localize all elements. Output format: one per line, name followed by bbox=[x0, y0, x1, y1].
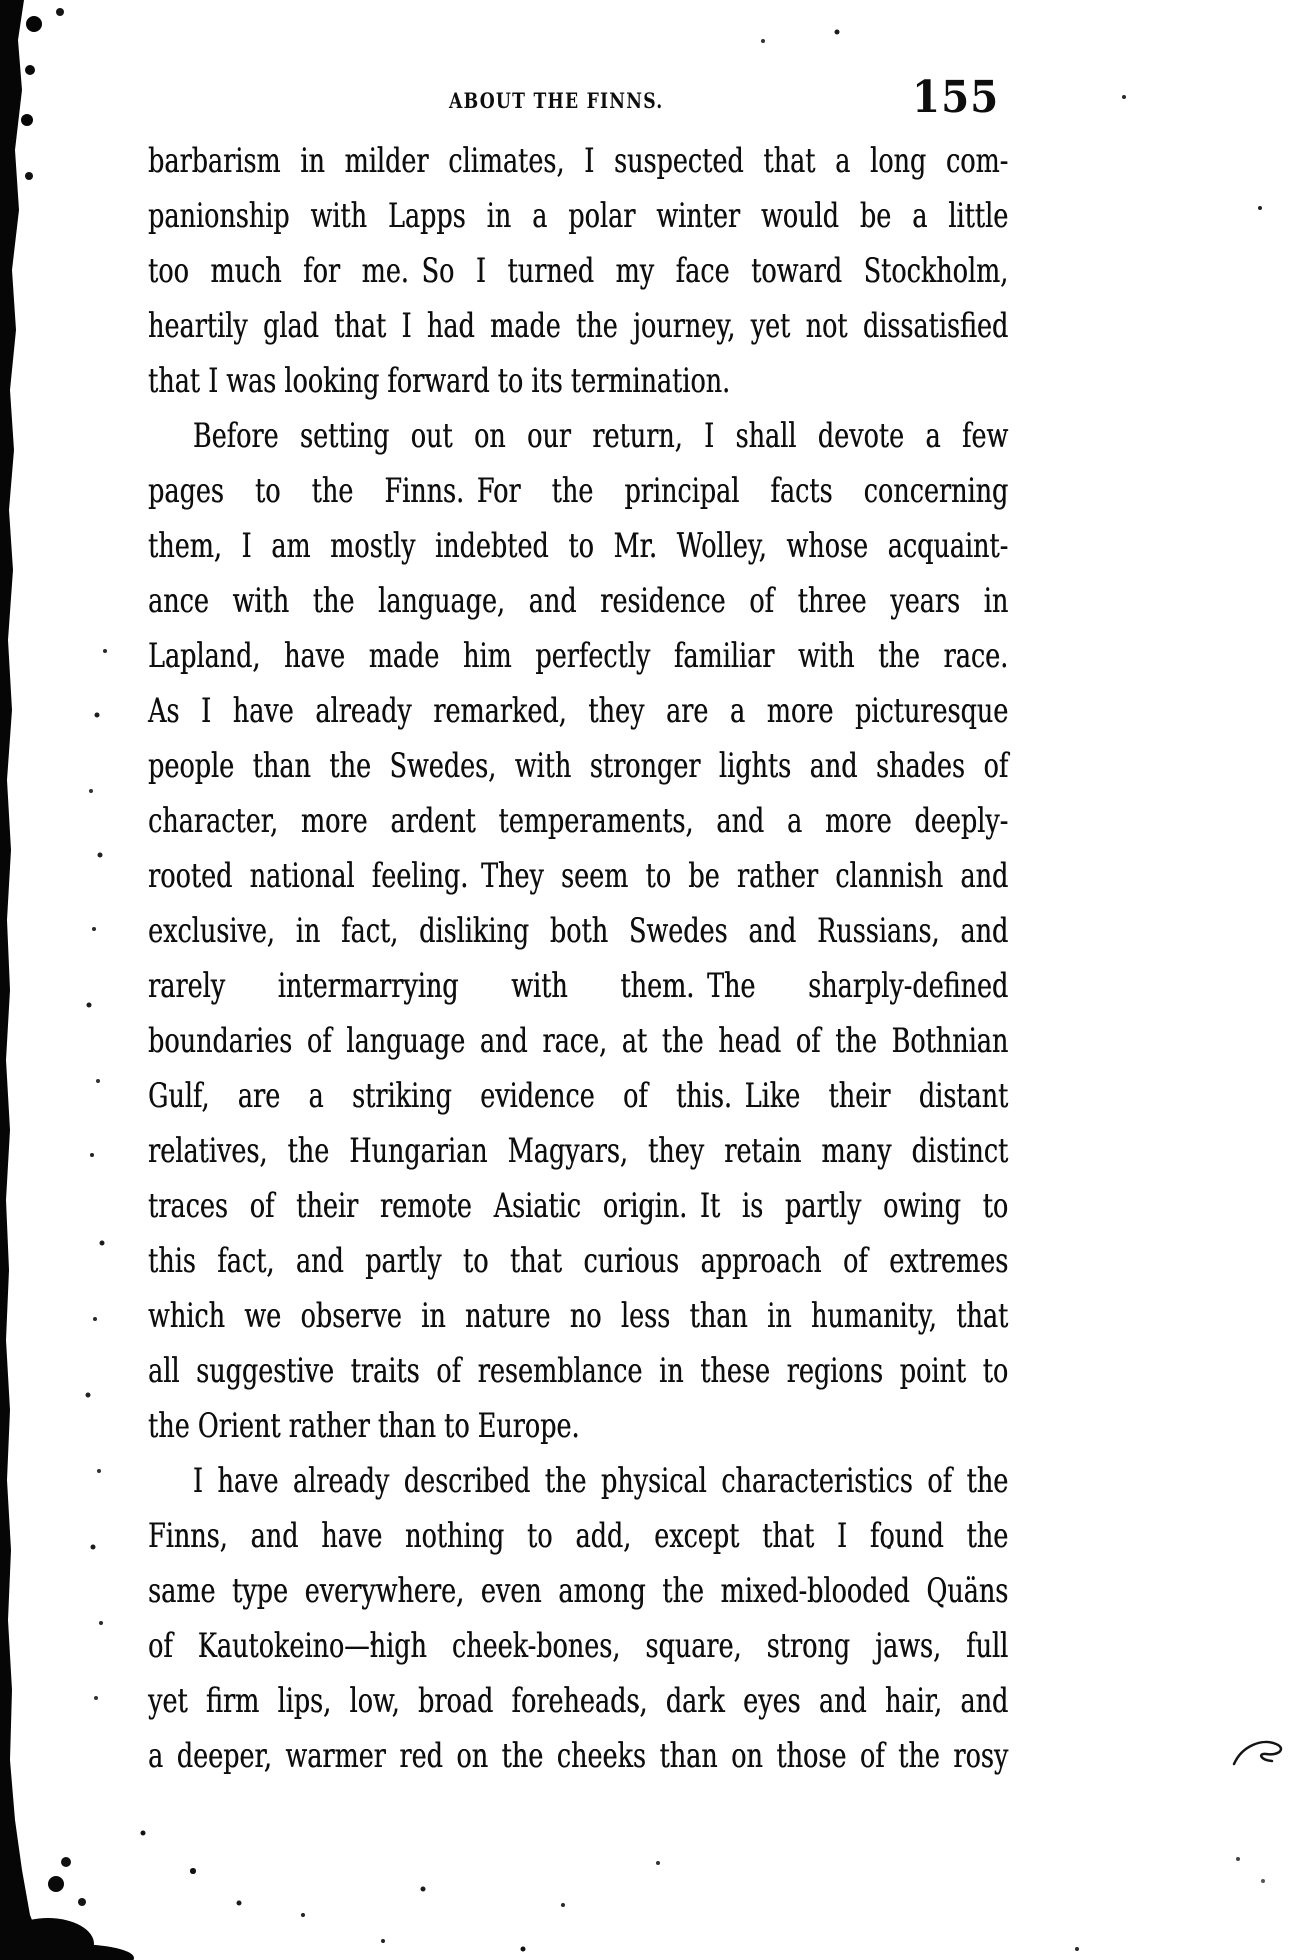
text-line: a deeper, warmer red on the cheeks than on those of the rosy bbox=[148, 1736, 1009, 1776]
text-line: boundaries of language and race, at the head of the Bothnian bbox=[148, 1021, 1009, 1061]
text-line: barbarism in milder climates, I suspected that a long com- bbox=[148, 141, 1009, 181]
pen-squiggle-mark bbox=[1228, 1736, 1298, 1776]
running-title: ABOUT THE FINNS. bbox=[449, 88, 664, 113]
text-line: exclusive, in fact, disliking both Swedes and Russians, and bbox=[148, 911, 1009, 951]
text-line: too much for me. So I turned my face toward Stockholm, bbox=[148, 251, 1009, 291]
text-line: rarely intermarrying with them. The sharply-defined bbox=[148, 966, 1009, 1006]
text-line: pages to the Finns. For the principal facts concerning bbox=[148, 471, 1009, 511]
text-line: Gulf, are a striking evidence of this. Like their distant bbox=[148, 1076, 1009, 1116]
text-line: same type everywhere, even among the mixed-blooded Quäns bbox=[148, 1571, 1009, 1611]
text-line: this fact, and partly to that curious approach of extremes bbox=[148, 1241, 1009, 1281]
text-line: Lapland, have made him perfectly familiar with the race. bbox=[148, 636, 1009, 676]
body-text bbox=[148, 134, 1008, 1784]
text-line: Finns, and have nothing to add, except that I found the bbox=[148, 1516, 1009, 1556]
binding-edge-artifact bbox=[0, 0, 140, 1960]
text-line: As I have already remarked, they are a more picturesque bbox=[148, 691, 1009, 731]
page-number: 155 bbox=[912, 72, 1000, 123]
text-line: heartily glad that I had made the journey, yet not dissatisfied bbox=[148, 306, 1009, 346]
text-line: all suggestive traits of resemblance in these regions point to bbox=[148, 1351, 1009, 1391]
text-line: traces of their remote Asiatic origin. It is partly owing to bbox=[148, 1186, 1009, 1226]
text-line: panionship with Lapps in a polar winter would be a little bbox=[148, 196, 1009, 236]
scan-noise-dots bbox=[0, 0, 2, 2]
text-line: character, more ardent temperaments, and a more deeply- bbox=[148, 801, 1009, 841]
text-line: that I was looking forward to its termination. bbox=[148, 361, 731, 401]
text-line: yet firm lips, low, broad foreheads, dark eyes and hair, and bbox=[148, 1681, 1009, 1721]
text-line: them, I am mostly indebted to Mr. Wolley, whose acquaint- bbox=[148, 526, 1009, 566]
text-line: people than the Swedes, with stronger lights and shades of bbox=[148, 746, 1009, 786]
text-line: I have already described the physical characteristics of the bbox=[192, 1461, 1009, 1501]
text-line: the Orient rather than to Europe. bbox=[148, 1406, 580, 1446]
text-line: which we observe in nature no less than in humanity, that bbox=[148, 1296, 1009, 1336]
text-line: Before setting out on our return, I shall devote a few bbox=[192, 416, 1009, 456]
text-line: relatives, the Hungarian Magyars, they retain many distinct bbox=[148, 1131, 1009, 1171]
text-line: ance with the language, and residence of three years in bbox=[148, 581, 1009, 621]
text-line: of Kautokeino—high cheek-bones, square, strong jaws, full bbox=[148, 1626, 1009, 1666]
text-line: rooted national feeling. They seem to be rather clannish and bbox=[148, 856, 1009, 896]
